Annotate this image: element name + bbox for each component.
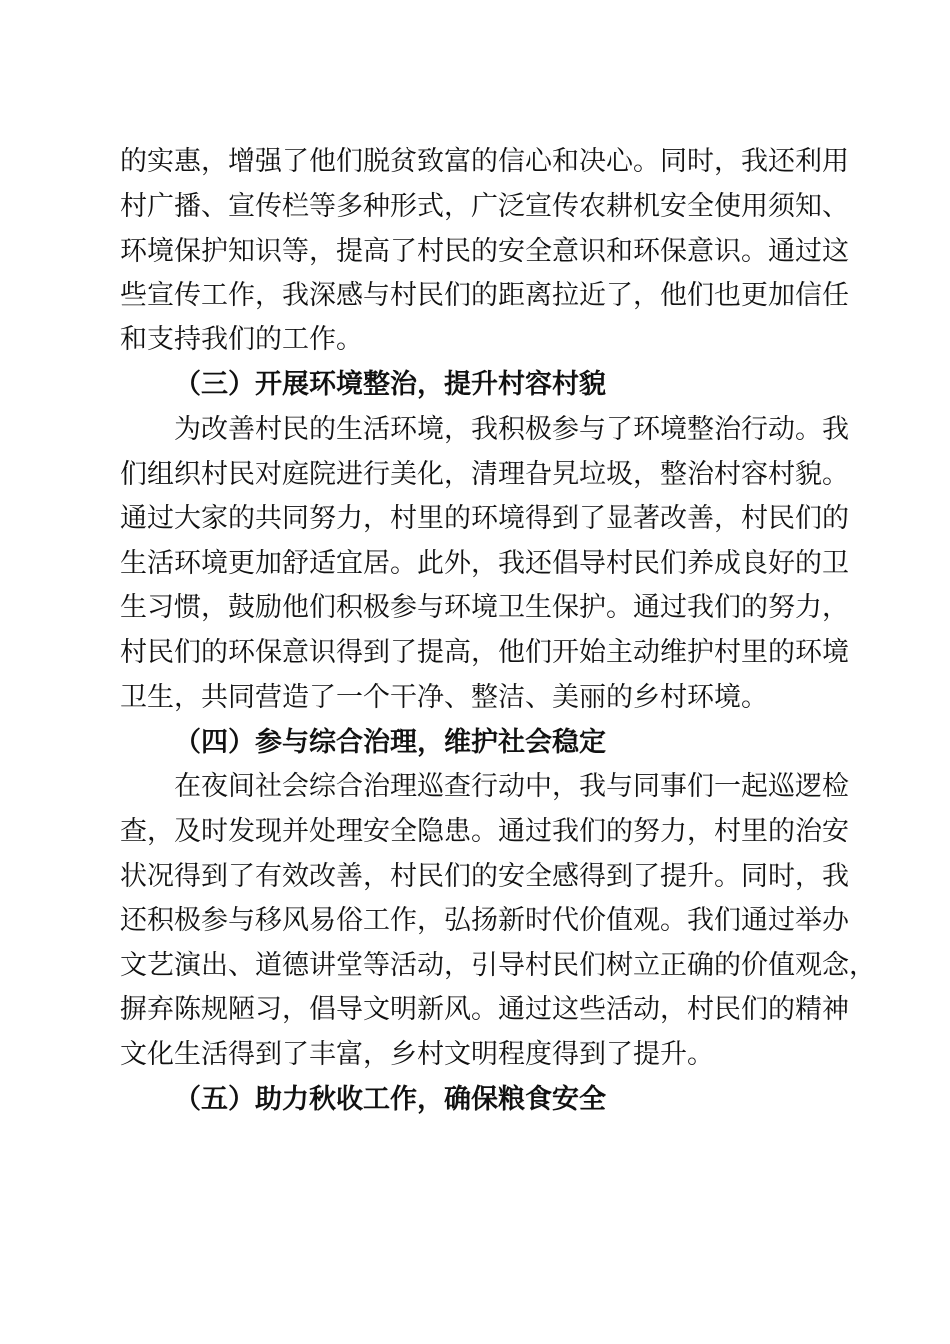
paragraph-line: 为改善村民的生活环境，我积极参与了环境整治行动。我 (174, 414, 849, 445)
paragraph-line: 状况得到了有效改善，村民们的安全感得到了提升。同时，我 (120, 861, 849, 892)
paragraph-line: 环境保护知识等，提高了村民的安全意识和环保意识。通过这 (120, 236, 849, 267)
paragraph-line: 村民们的环保意识得到了提高，他们开始主动维护村里的环境 (120, 637, 849, 668)
paragraph-line: 还积极参与移风易俗工作，弘扬新时代价值观。我们通过举办 (120, 905, 849, 936)
paragraph-line: 和支持我们的工作。 (120, 324, 363, 355)
section-heading-4: （四）参与综合治理，维护社会稳定 (174, 727, 606, 758)
paragraph-line: 摒弃陈规陋习，倡导文明新风。通过这些活动，村民们的精神 (120, 994, 849, 1025)
paragraph-line: 些宣传工作，我深感与村民们的距离拉近了，他们也更加信任 (120, 280, 849, 311)
paragraph-line: 文化生活得到了丰富，乡村文明程度得到了提升。 (120, 1039, 714, 1070)
paragraph-line: 卫生，共同营造了一个干净、整洁、美丽的乡村环境。 (120, 682, 768, 713)
paragraph-line: 们组织村民对庭院进行美化，清理旮旯垃圾，整治村容村貌。 (120, 459, 849, 490)
paragraph-line: 查，及时发现并处理安全隐患。通过我们的努力，村里的治安 (120, 816, 849, 847)
section-heading-3: （三）开展环境整治，提升村容村貌 (174, 369, 606, 400)
paragraph-line: 在夜间社会综合治理巡查行动中，我与同事们一起巡逻检 (174, 771, 849, 802)
paragraph-line: 的实惠，增强了他们脱贫致富的信心和决心。同时，我还利用 (120, 146, 849, 177)
paragraph-line: 村广播、宣传栏等多种形式，广泛宣传农耕机安全使用须知、 (120, 191, 849, 222)
paragraph-line: 文艺演出、道德讲堂等活动，引导村民们树立正确的价值观念， (120, 950, 876, 981)
paragraph-line: 通过大家的共同努力，村里的环境得到了显著改善，村民们的 (120, 503, 849, 534)
paragraph-line: 生活环境更加舒适宜居。此外，我还倡导村民们养成良好的卫 (120, 548, 849, 579)
section-heading-5: （五）助力秋收工作，确保粮食安全 (174, 1084, 606, 1115)
paragraph-line: 生习惯，鼓励他们积极参与环境卫生保护。通过我们的努力， (120, 592, 849, 623)
